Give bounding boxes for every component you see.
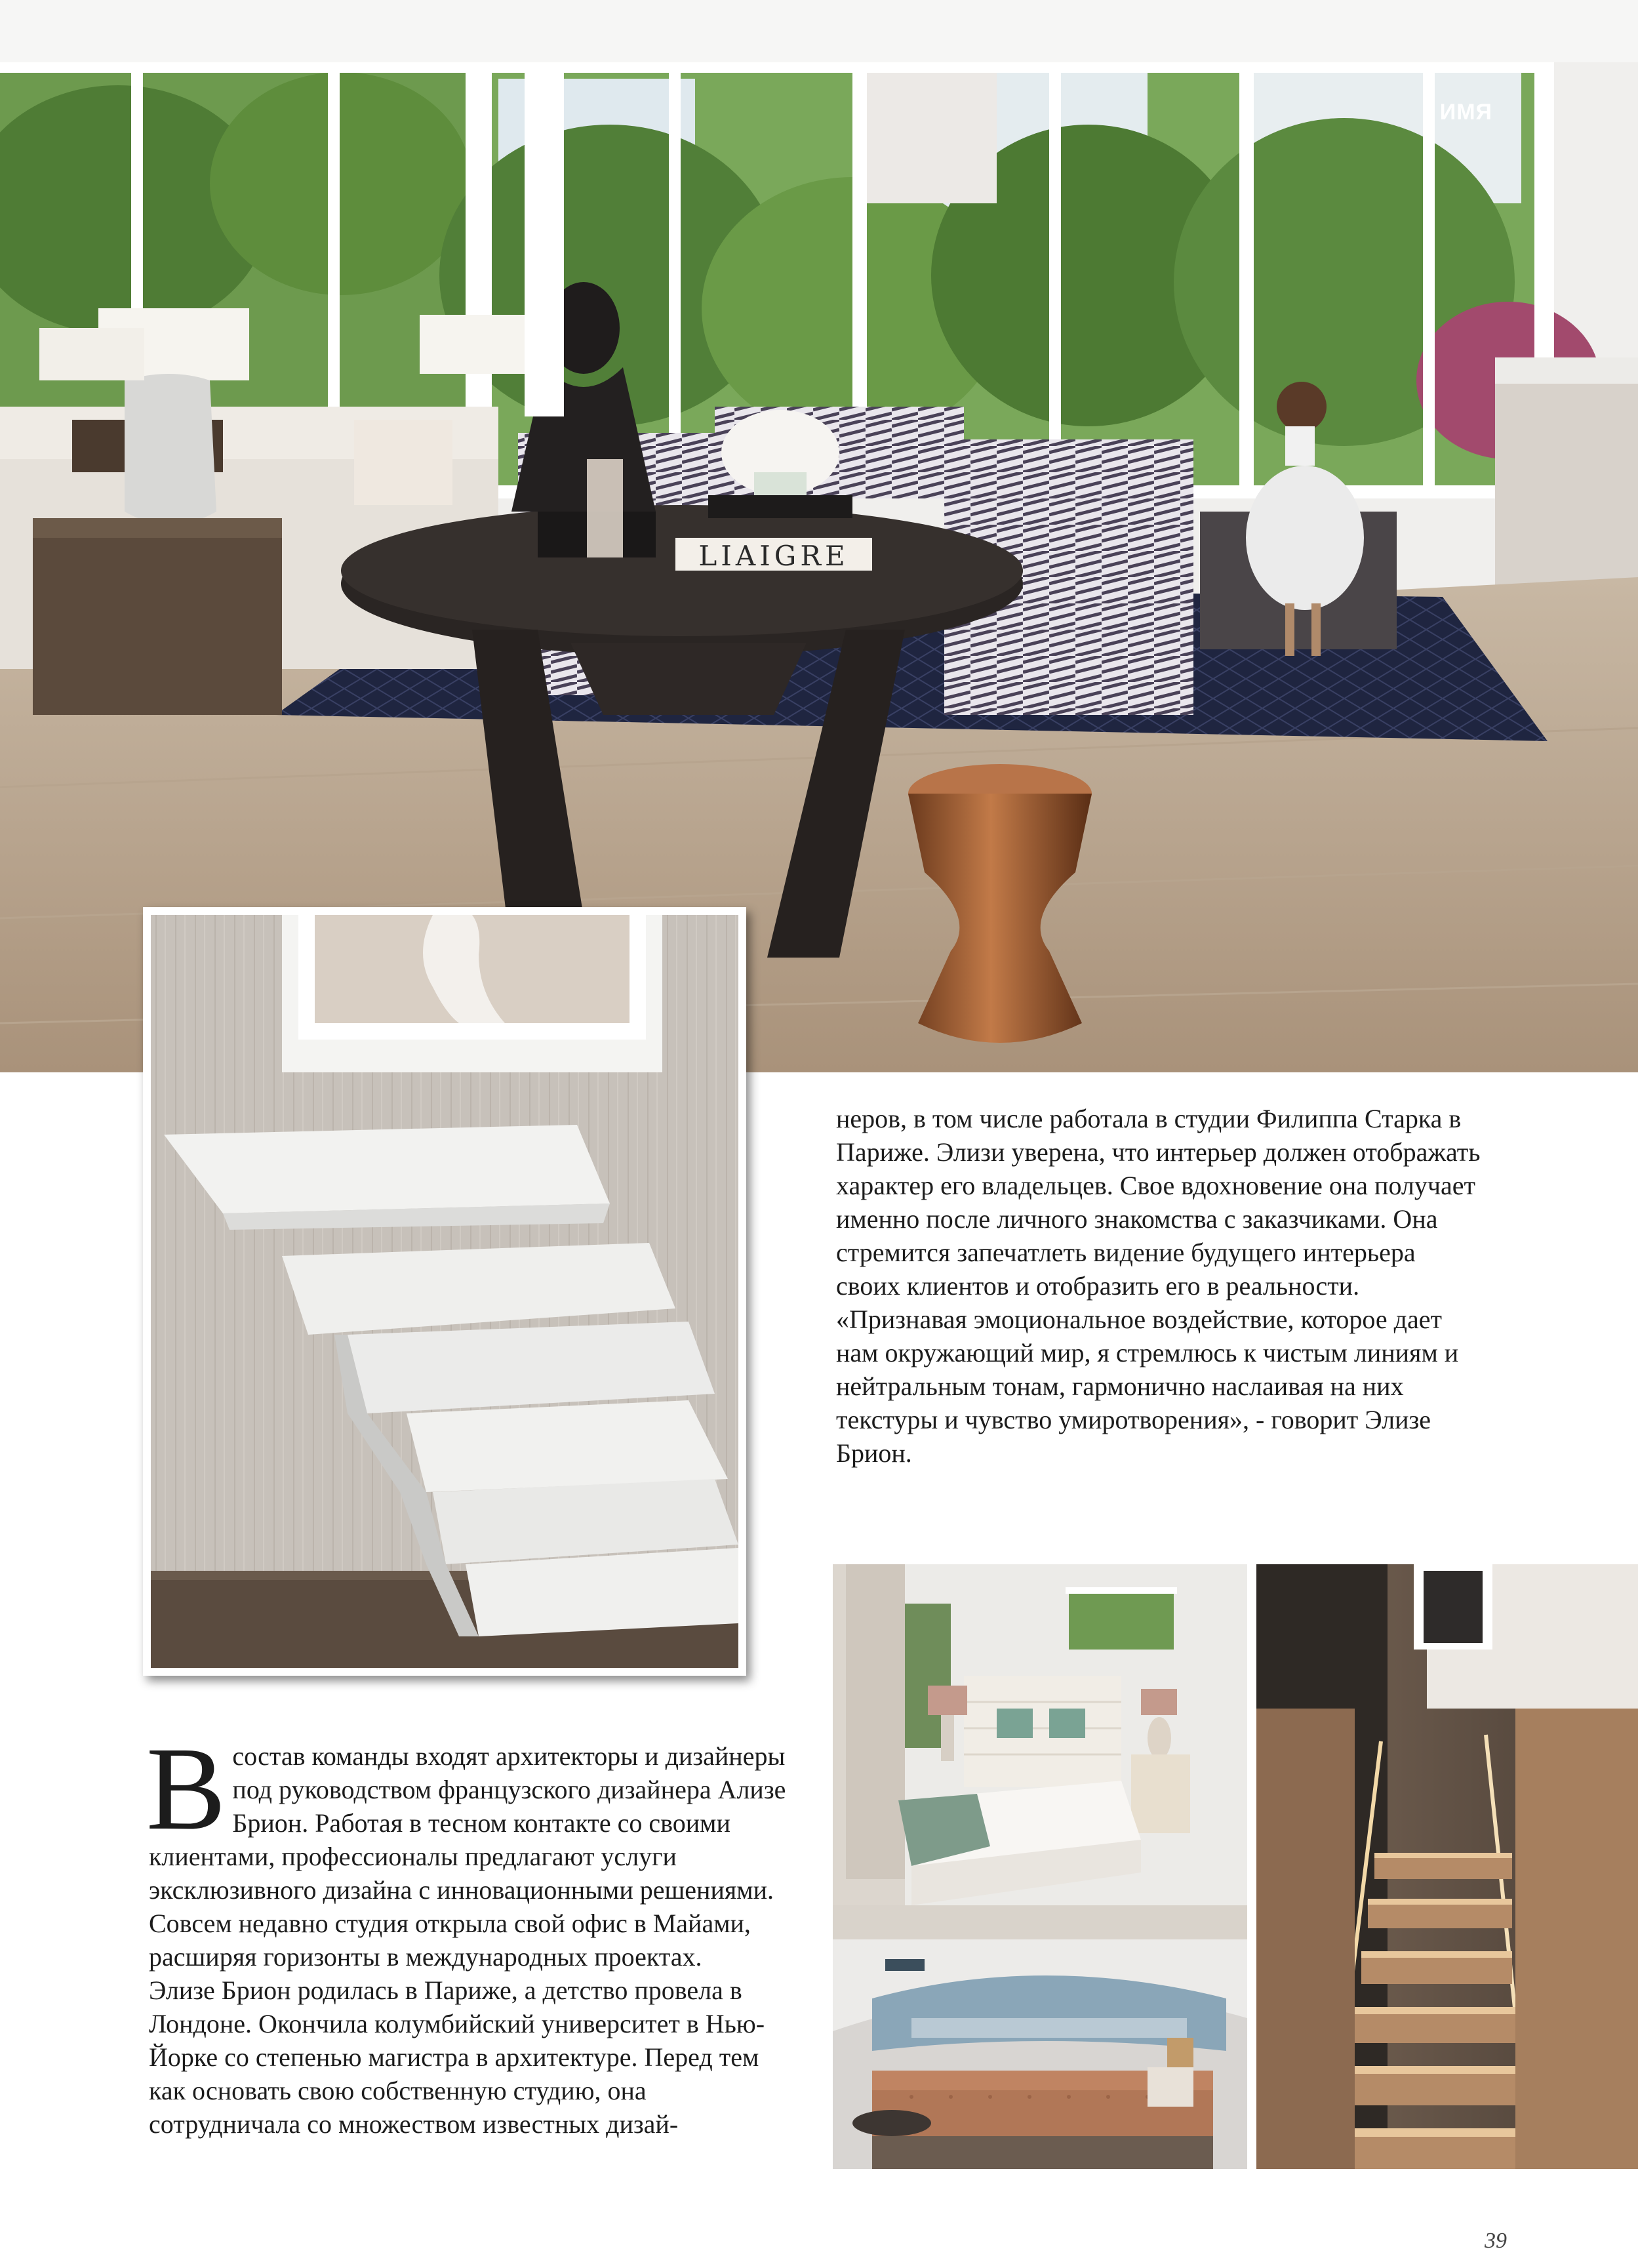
- article-text-left: [146, 1723, 798, 2141]
- console-photo: [151, 915, 738, 1668]
- article-text-right: [836, 1102, 1482, 1470]
- left-paragraph-1: состав команды входят архитекторы и дизайнеры под руководством французского дизайнера Ализе Брион. Работая в тесном контакте со своими клиентами, профессионалы предлагают услуги эксклюзивного дизайна с инновационными решениями. Совсем недавно студия открыла свой офис в Майами, расширяя горизонты в международных проектах.: [149, 1741, 786, 1972]
- drop-cap: В: [146, 1723, 226, 1855]
- inset-photo-frame: [143, 907, 746, 1676]
- staircase-photo: [1256, 1564, 1638, 2169]
- bedroom-photo: [833, 1564, 1247, 1939]
- hero-book-title: LIAIGRE: [698, 540, 849, 572]
- lounge-photo: [833, 1939, 1247, 2169]
- section-label: ИМЯ: [1439, 100, 1492, 125]
- left-paragraph-2: Элизе Брион родилась в Париже, а детство провела в Лондоне. Окончила колумбийский университет в Нью-Йорке со степенью магистра в архитектуре. Перед тем как основать свою собственную студию, она сотрудничала со множеством известных дизай-: [149, 1975, 765, 2139]
- page-number: 39: [1485, 2229, 1507, 2253]
- right-paragraph: неров, в том числе работала в студии Филиппа Старка в Париже. Элизи уверена, что интерьер должен отображать характер его владельцев. Свое вдохновение она получает именно после личного знакомства с заказчиками. Она стремится запечатлеть видение будущего интерьера своих клиентов и отобразить его в реальности. «Признавая эмоциональное воздействие, которое дает нам окружающий мир, я стремлюсь к чистым линиям и нейтральным тонам, гармонично наслаивая на них текстуры и чувство умиротворения», - говорит Элизе Брион.: [836, 1104, 1481, 1468]
